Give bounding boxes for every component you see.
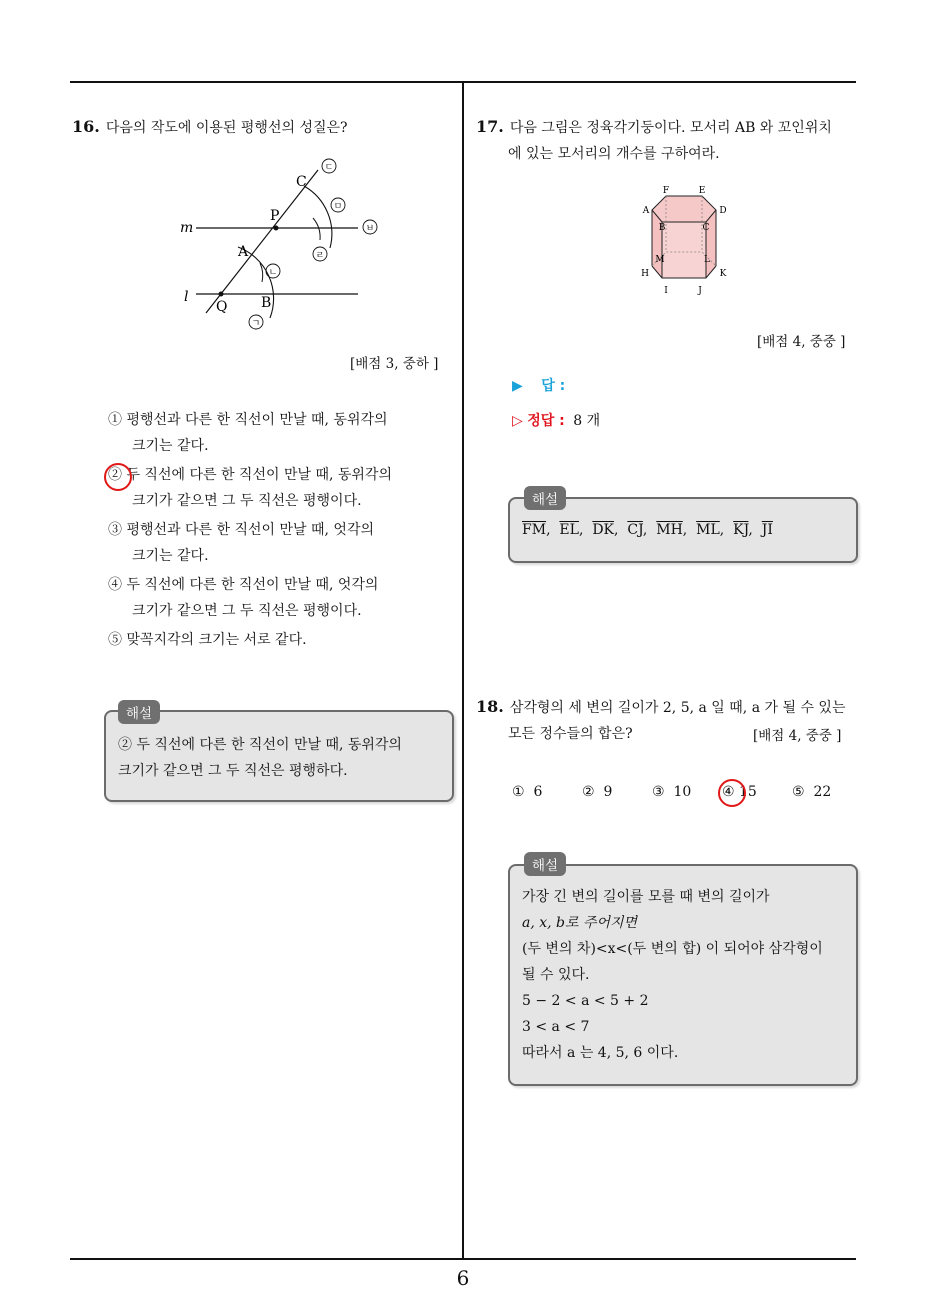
choice-text: 평행선과 다른 한 직선이 만날 때, 동위각의 xyxy=(126,412,388,428)
edge: $\overline{FM}$ xyxy=(522,522,547,538)
point-q xyxy=(219,292,224,297)
correct-label: 정답 : xyxy=(527,413,565,429)
bottom-rule xyxy=(70,1258,856,1260)
q16-text: 다음의 작도에 이용된 평행선의 성질은? xyxy=(105,120,348,136)
label-m: m xyxy=(180,220,194,236)
explanation-line: 가장 긴 변의 길이를 모를 때 변의 길이가 xyxy=(522,889,770,905)
q16-choice-3[interactable] xyxy=(108,517,374,569)
q17-number: 17. xyxy=(476,117,504,136)
choice-mark: ④ xyxy=(108,577,122,593)
answer-triangle-icon: ▶ xyxy=(512,378,523,394)
q16-choice-1[interactable] xyxy=(108,407,388,459)
svg-text:A: A xyxy=(642,206,650,216)
label-p: P xyxy=(270,208,280,224)
small-arc-1 xyxy=(260,263,263,282)
choice-text: 두 직선에 다른 한 직선이 만날 때, 동위각의 xyxy=(126,467,392,483)
explanation-line: ② 두 직선에 다른 한 직선이 만날 때, 동위각의 xyxy=(118,737,402,753)
svg-text:L: L xyxy=(704,255,710,265)
choice-text: 맞꼭지각의 크기는 서로 같다. xyxy=(126,632,307,648)
circled-label-rieul xyxy=(313,247,327,261)
svg-text:ㄹ: ㄹ xyxy=(315,251,325,261)
explanation-line: (두 변의 차)<x<(두 변의 합) 이 되어야 삼각형이 xyxy=(522,941,823,957)
q18-choice-2[interactable] xyxy=(582,784,612,800)
choice-text: 두 직선에 다른 한 직선이 만날 때, 엇각의 xyxy=(126,577,379,593)
choice-mark: ⑤ xyxy=(108,632,122,648)
choice-text-cont: 크기가 같으면 그 두 직선은 평행이다. xyxy=(132,493,362,509)
q17-explanation-edges: $\overline{FM}$, $\overline{EL}$, $\overline{DK}$, $\overline{CJ}$, $\overline{MH}$, $\overline{ML}$, $\overline{KJ}$, $\overline{JI}$ xyxy=(522,522,773,538)
edge: $\overline{EL}$ xyxy=(559,522,579,538)
svg-text:J: J xyxy=(698,286,702,296)
choice-mark: ⑤ xyxy=(792,784,805,800)
q17-explanation-tag: 해설 xyxy=(524,486,566,510)
transversal-line xyxy=(206,170,318,313)
choice-value: 9 xyxy=(603,784,613,800)
choice-value: 10 xyxy=(673,784,692,800)
q17-text-line1: 다음 그림은 정육각기둥이다. 모서리 AB 와 꼬인위치 xyxy=(509,120,832,136)
q16-explanation-box xyxy=(104,710,454,802)
choice-mark: ③ xyxy=(108,522,122,538)
q18-choice-1[interactable] xyxy=(512,784,542,800)
q16-choice-5[interactable] xyxy=(108,627,307,653)
q18-selected-ring xyxy=(718,779,746,807)
explanation-line: 따라서 a 는 4, 5, 6 이다. xyxy=(522,1045,679,1061)
q16-choice-2[interactable] xyxy=(108,462,392,514)
correct-triangle-icon: ▷ xyxy=(512,413,523,429)
edge: $\overline{CJ}$ xyxy=(627,522,643,538)
edge: $\overline{DK}$ xyxy=(592,522,614,538)
circled-label-digeut xyxy=(322,159,336,173)
choice-text-cont: 크기는 같다. xyxy=(132,438,209,454)
q18-text-line1: 삼각형의 세 변의 길이가 2, 5, a 일 때, a 가 될 수 있는 xyxy=(509,700,846,716)
q16-explanation-tag: 해설 xyxy=(118,700,160,724)
choice-text-cont: 크기가 같으면 그 두 직선은 평행이다. xyxy=(132,603,362,619)
choice-text: 평행선과 다른 한 직선이 만날 때, 엇각의 xyxy=(126,522,374,538)
svg-text:I: I xyxy=(664,286,668,296)
explanation-line: a, x, b로 주어지면 xyxy=(522,915,638,931)
q16-choice-4[interactable] xyxy=(108,572,378,624)
explanation-line: 5 − 2 < a < 5 + 2 xyxy=(522,993,649,1009)
q17-answer-row[interactable] xyxy=(512,375,565,395)
svg-text:ㅂ: ㅂ xyxy=(365,224,375,234)
q18-score: [배점 4, 중중 ] xyxy=(753,728,842,744)
label-l: l xyxy=(184,289,189,305)
choice-mark: ③ xyxy=(652,784,665,800)
svg-text:H: H xyxy=(641,269,649,279)
edge: $\overline{ML}$ xyxy=(696,522,720,538)
svg-text:E: E xyxy=(698,186,706,196)
q16-selected-ring xyxy=(104,463,132,491)
svg-text:M: M xyxy=(655,255,665,265)
choice-mark: ② xyxy=(108,467,122,483)
choice-text-cont: 크기는 같다. xyxy=(132,548,209,564)
choice-mark: ④ xyxy=(722,784,735,800)
circled-label-mieum xyxy=(331,198,345,212)
column-divider xyxy=(462,82,464,1259)
q16-score: [배점 3, 중하 ] xyxy=(350,356,439,372)
q18-explanation-tag: 해설 xyxy=(524,852,566,876)
choice-mark: ② xyxy=(582,784,595,800)
explanation-line: 크기가 같으면 그 두 직선은 평행하다. xyxy=(118,763,348,779)
label-q: Q xyxy=(216,299,228,315)
label-a: A xyxy=(238,244,249,260)
q16-stem xyxy=(72,114,348,141)
q17-score: [배점 4, 중중 ] xyxy=(757,334,846,350)
q17-hexagonal-prism-figure xyxy=(636,182,736,300)
arc-at-p xyxy=(304,186,332,248)
svg-text:C: C xyxy=(702,223,710,233)
answer-label: 답 : xyxy=(541,378,566,394)
q18-explanation-box xyxy=(508,864,858,1086)
svg-text:K: K xyxy=(719,269,727,279)
circled-label-giyeok xyxy=(249,315,263,329)
circled-label-nieun xyxy=(266,264,280,278)
label-b: B xyxy=(261,295,272,311)
q17-text-line2: 에 있는 모서리의 개수를 구하여라. xyxy=(508,146,720,162)
explanation-line: 3 < a < 7 xyxy=(522,1019,590,1035)
q16-number: 16. xyxy=(72,117,100,136)
choice-mark: ① xyxy=(108,412,122,428)
q18-explanation-text xyxy=(522,884,823,1066)
correct-value: 8 개 xyxy=(573,413,601,429)
svg-text:B: B xyxy=(658,223,666,233)
point-p xyxy=(274,226,279,231)
q18-number: 18. xyxy=(476,697,504,716)
q18-choice-5[interactable] xyxy=(792,784,831,800)
q16-explanation-text xyxy=(118,732,402,784)
q18-choice-3[interactable] xyxy=(652,784,691,800)
svg-text:ㄴ: ㄴ xyxy=(268,268,278,278)
q17-correct-answer-row xyxy=(512,410,600,430)
choice-value: 6 xyxy=(533,784,543,800)
choice-mark: ① xyxy=(512,784,525,800)
edge: $\overline{JI}$ xyxy=(761,522,773,538)
q16-construction-figure xyxy=(170,150,380,335)
edge: $\overline{MH}$ xyxy=(656,522,683,538)
edge: $\overline{KJ}$ xyxy=(733,522,749,538)
q18-text-line2: 모든 정수들의 합은? xyxy=(508,726,633,742)
page-number: 6 xyxy=(456,1266,470,1290)
svg-text:ㅁ: ㅁ xyxy=(333,202,343,212)
label-c: C xyxy=(296,174,307,190)
svg-text:ㄱ: ㄱ xyxy=(251,319,261,329)
svg-text:D: D xyxy=(719,206,727,216)
circled-label-bieup xyxy=(363,220,377,234)
small-arc-2 xyxy=(313,218,320,240)
q17-stem xyxy=(476,114,861,167)
choice-value: 22 xyxy=(813,784,832,800)
explanation-line: 될 수 있다. xyxy=(522,967,590,983)
choice-value: 15 xyxy=(739,784,757,800)
svg-text:ㄷ: ㄷ xyxy=(324,163,334,173)
svg-text:F: F xyxy=(662,186,670,196)
